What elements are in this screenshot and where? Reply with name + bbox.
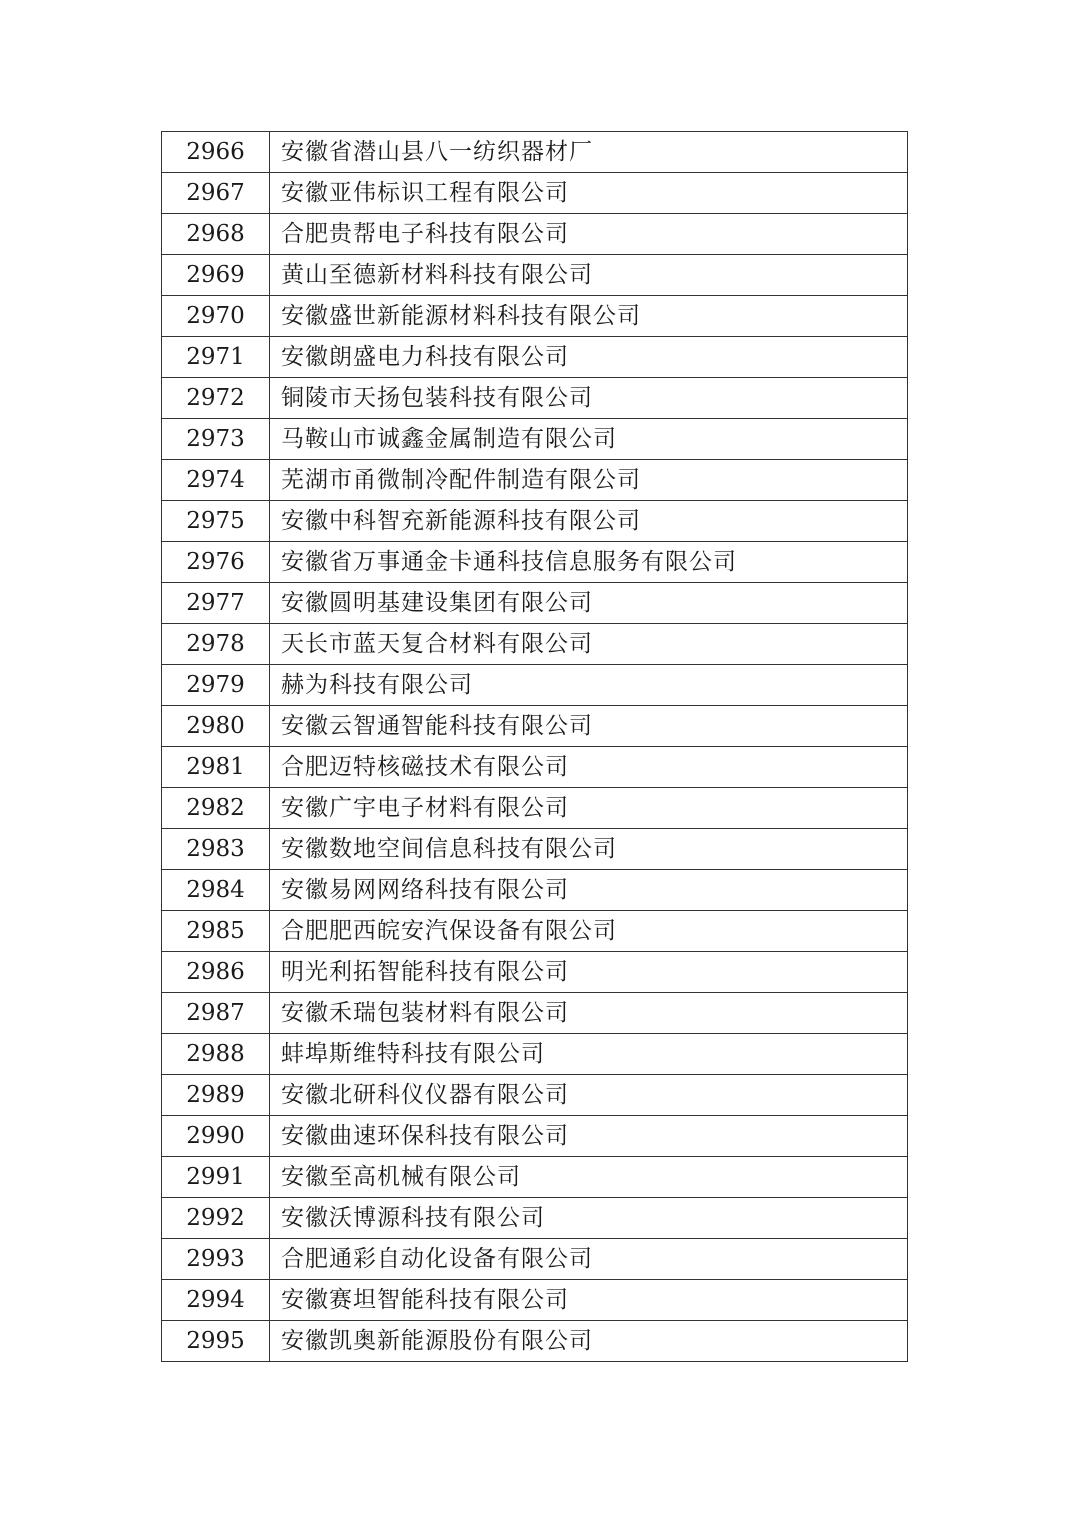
table-row	[162, 911, 908, 952]
company-name: 安徽省万事通金卡通科技信息服务有限公司	[270, 542, 908, 583]
row-number: 2971	[162, 337, 270, 378]
row-number: 2993	[162, 1239, 270, 1280]
table-row	[162, 1198, 908, 1239]
table-row	[162, 337, 908, 378]
table-row	[162, 952, 908, 993]
company-name: 安徽亚伟标识工程有限公司	[270, 173, 908, 214]
table-row	[162, 255, 908, 296]
table-row	[162, 132, 908, 173]
company-name: 明光利拓智能科技有限公司	[270, 952, 908, 993]
row-number: 2966	[162, 132, 270, 173]
table-row	[162, 1321, 908, 1362]
table-row	[162, 501, 908, 542]
row-number: 2974	[162, 460, 270, 501]
table-row	[162, 542, 908, 583]
table-row	[162, 460, 908, 501]
table-row	[162, 706, 908, 747]
table-row	[162, 378, 908, 419]
row-number: 2990	[162, 1116, 270, 1157]
row-number: 2968	[162, 214, 270, 255]
row-number: 2989	[162, 1075, 270, 1116]
table-row	[162, 173, 908, 214]
row-number: 2995	[162, 1321, 270, 1362]
row-number: 2969	[162, 255, 270, 296]
table-row	[162, 419, 908, 460]
table-row	[162, 624, 908, 665]
row-number: 2984	[162, 870, 270, 911]
row-number: 2975	[162, 501, 270, 542]
row-number: 2991	[162, 1157, 270, 1198]
company-name: 马鞍山市诚鑫金属制造有限公司	[270, 419, 908, 460]
company-name: 安徽赛坦智能科技有限公司	[270, 1280, 908, 1321]
company-name: 安徽数地空间信息科技有限公司	[270, 829, 908, 870]
company-name: 安徽云智通智能科技有限公司	[270, 706, 908, 747]
table-row	[162, 583, 908, 624]
row-number: 2970	[162, 296, 270, 337]
row-number: 2983	[162, 829, 270, 870]
company-name: 安徽广宇电子材料有限公司	[270, 788, 908, 829]
row-number: 2981	[162, 747, 270, 788]
row-number: 2972	[162, 378, 270, 419]
table-row	[162, 1116, 908, 1157]
table-body	[162, 132, 908, 1362]
company-name: 安徽凯奥新能源股份有限公司	[270, 1321, 908, 1362]
table-row	[162, 788, 908, 829]
company-name: 合肥通彩自动化设备有限公司	[270, 1239, 908, 1280]
company-list-table	[161, 131, 908, 1362]
table-row	[162, 214, 908, 255]
company-name: 芜湖市甬微制冷配件制造有限公司	[270, 460, 908, 501]
row-number: 2985	[162, 911, 270, 952]
row-number: 2979	[162, 665, 270, 706]
table-row	[162, 1034, 908, 1075]
company-name: 安徽中科智充新能源科技有限公司	[270, 501, 908, 542]
company-name: 合肥肥西皖安汽保设备有限公司	[270, 911, 908, 952]
row-number: 2982	[162, 788, 270, 829]
row-number: 2994	[162, 1280, 270, 1321]
row-number: 2986	[162, 952, 270, 993]
row-number: 2977	[162, 583, 270, 624]
row-number: 2980	[162, 706, 270, 747]
company-name: 安徽易网网络科技有限公司	[270, 870, 908, 911]
row-number: 2967	[162, 173, 270, 214]
company-name: 安徽曲速环保科技有限公司	[270, 1116, 908, 1157]
company-name: 安徽北研科仪仪器有限公司	[270, 1075, 908, 1116]
company-name: 安徽朗盛电力科技有限公司	[270, 337, 908, 378]
company-name: 安徽盛世新能源材料科技有限公司	[270, 296, 908, 337]
row-number: 2976	[162, 542, 270, 583]
company-name: 铜陵市天扬包装科技有限公司	[270, 378, 908, 419]
company-name: 安徽禾瑞包装材料有限公司	[270, 993, 908, 1034]
company-name: 天长市蓝天复合材料有限公司	[270, 624, 908, 665]
company-name: 安徽圆明基建设集团有限公司	[270, 583, 908, 624]
row-number: 2988	[162, 1034, 270, 1075]
company-name: 安徽沃博源科技有限公司	[270, 1198, 908, 1239]
table-row	[162, 1280, 908, 1321]
table-row	[162, 747, 908, 788]
company-name: 合肥贵帮电子科技有限公司	[270, 214, 908, 255]
table-row	[162, 296, 908, 337]
row-number: 2973	[162, 419, 270, 460]
table-row	[162, 1075, 908, 1116]
company-name: 安徽至高机械有限公司	[270, 1157, 908, 1198]
row-number: 2987	[162, 993, 270, 1034]
row-number: 2992	[162, 1198, 270, 1239]
table-row	[162, 665, 908, 706]
table-row	[162, 1157, 908, 1198]
table-row	[162, 829, 908, 870]
company-name: 蚌埠斯维特科技有限公司	[270, 1034, 908, 1075]
table-row	[162, 1239, 908, 1280]
company-name: 安徽省潜山县八一纺织器材厂	[270, 132, 908, 173]
company-name: 黄山至德新材料科技有限公司	[270, 255, 908, 296]
table-row	[162, 993, 908, 1034]
company-name: 合肥迈特核磁技术有限公司	[270, 747, 908, 788]
table-row	[162, 870, 908, 911]
company-name: 赫为科技有限公司	[270, 665, 908, 706]
row-number: 2978	[162, 624, 270, 665]
